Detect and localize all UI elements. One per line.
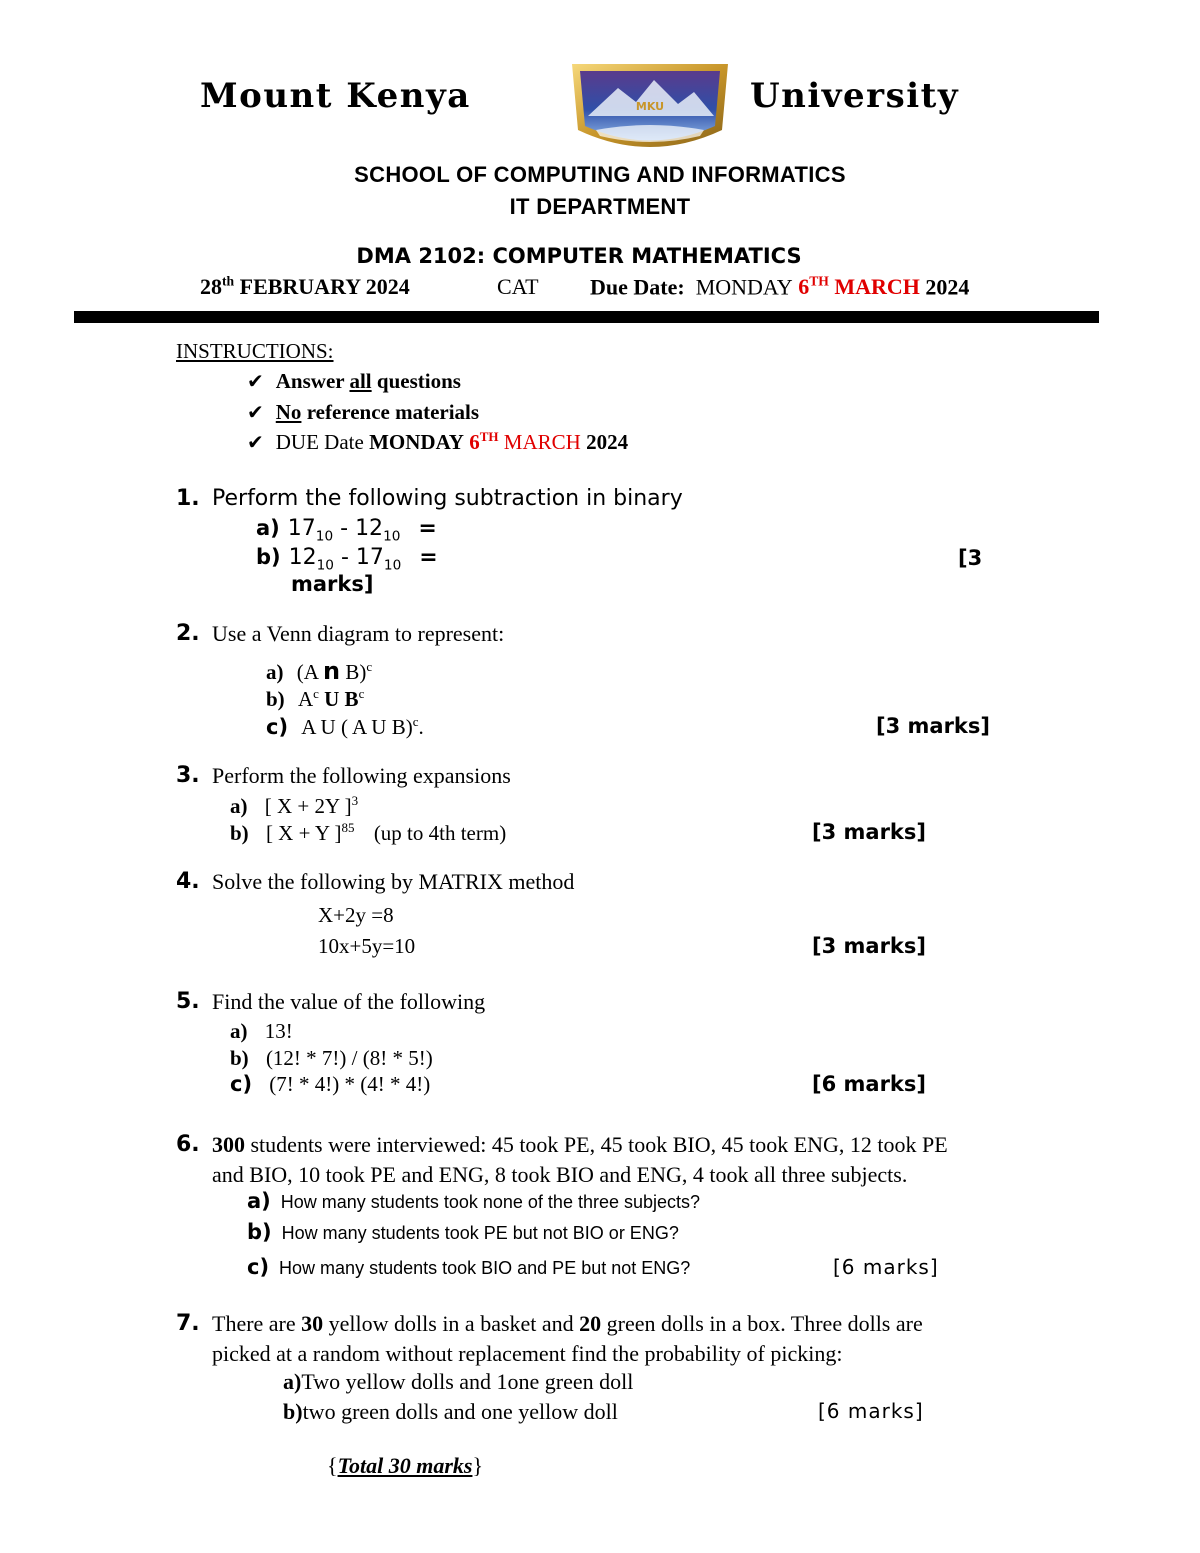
question-4-marks: [3 marks] (812, 934, 926, 958)
question-3-marks: [3 marks] (812, 820, 926, 844)
question-3a: a) [ X + 2Y ]$^3$ (230, 793, 359, 818)
university-logo (566, 60, 734, 158)
school-name: SCHOOL OF COMPUTING AND INFORMATICS (354, 162, 846, 187)
question-2-marks: [3 marks] (876, 714, 990, 738)
question-5c: c) (7! * 4!) * (4! * 4!) (230, 1072, 431, 1096)
question-7-text-line-1: There are 30 yellow dolls in a basket and 20 green dolls in a box. Three dolls are (212, 1311, 923, 1336)
due-date: Due Date: MONDAY 6TH MARCH 2024 (590, 274, 970, 300)
question-7-marks: [6 marks] (818, 1399, 924, 1423)
question-1-number: 1. (176, 486, 200, 511)
question-6-text-line-1: 300 students were interviewed: 45 took PE, 45 took BIO, 45 took ENG, 12 took PE (212, 1132, 948, 1157)
question-5b: b) (12! * 7!) / (8! * 5!) (230, 1046, 433, 1070)
university-name-right: University (750, 76, 960, 116)
question-7-text-line-2: picked at a random without replacement find the probability of picking: (212, 1341, 843, 1366)
instructions-heading: INSTRUCTIONS: (176, 339, 334, 363)
question-4-equation-2: 10x+5y=10 (318, 934, 416, 958)
question-3b: b) [ X + Y ]$^{85}$ (up to 4th term) (230, 820, 507, 845)
question-2b: b) $A^c$ U $B^c$ (266, 686, 365, 711)
question-5-marks: [6 marks] (812, 1072, 926, 1096)
question-1b: b) $12_{10} - 17_{10}$ = (256, 545, 438, 574)
question-4-text: Solve the following by MATRIX method (212, 869, 575, 894)
course-title: DMA 2102: COMPUTER MATHEMATICS (356, 244, 802, 268)
header-divider (74, 311, 1099, 323)
question-6a: a) How many students took none of the three subjects? (247, 1189, 701, 1213)
question-6-text-line-2: and BIO, 10 took PE and ENG, 8 took BIO and ENG, 4 took all three subjects. (212, 1162, 908, 1187)
question-3-number: 3. (176, 763, 200, 788)
question-5a: a) 13! (230, 1019, 293, 1043)
question-5-number: 5. (176, 989, 200, 1014)
check-icon: ✔ (247, 400, 264, 424)
question-6-number: 6. (176, 1132, 200, 1157)
instruction-item-3: ✔ DUE Date MONDAY 6TH MARCH 2024 (247, 429, 629, 454)
check-icon: ✔ (247, 369, 264, 393)
department-name: IT DEPARTMENT (509, 194, 691, 219)
total-marks: {Total 30 marks} (327, 1453, 484, 1478)
question-1-marks: [3 (958, 546, 983, 570)
question-4-equation-1: X+2y =8 (318, 903, 394, 927)
question-5-text: Find the value of the following (212, 989, 486, 1014)
question-7a: a)Two yellow dolls and 1one green doll (283, 1369, 634, 1394)
exam-date: 28th FEBRUARY 2024 (200, 274, 410, 300)
question-6b: b) How many students took PE but not BIO or ENG? (247, 1220, 679, 1244)
question-1-marks-cont: marks] (291, 572, 374, 596)
question-2c: c) A U ( A U B)$^c$. (266, 714, 424, 739)
question-6-marks: [6 marks] (833, 1255, 939, 1279)
question-3-text: Perform the following expansions (212, 763, 511, 788)
question-4-number: 4. (176, 869, 200, 894)
question-2a: a) (A n B)$^c$ (266, 657, 373, 685)
question-1-text: Perform the following subtraction in binary (212, 486, 683, 511)
university-name-left: Mount Kenya (200, 76, 471, 116)
question-6c: c) How many students took BIO and PE but not ENG? (247, 1255, 691, 1279)
instruction-item-2: ✔ No reference materials (247, 400, 480, 424)
logo-text: MKU (635, 100, 665, 113)
question-1a: a) $17_{10} - 12_{10}$ = (256, 516, 437, 545)
instruction-item-1: ✔ Answer all questions (247, 369, 461, 393)
question-2-text: Use a Venn diagram to represent: (212, 621, 505, 646)
exam-info-line (200, 274, 410, 300)
exam-type: CAT (497, 274, 539, 299)
check-icon: ✔ (247, 430, 264, 454)
question-7-number: 7. (176, 1311, 200, 1336)
question-7b: b)two green dolls and one yellow doll (283, 1399, 618, 1424)
question-2-number: 2. (176, 621, 200, 646)
